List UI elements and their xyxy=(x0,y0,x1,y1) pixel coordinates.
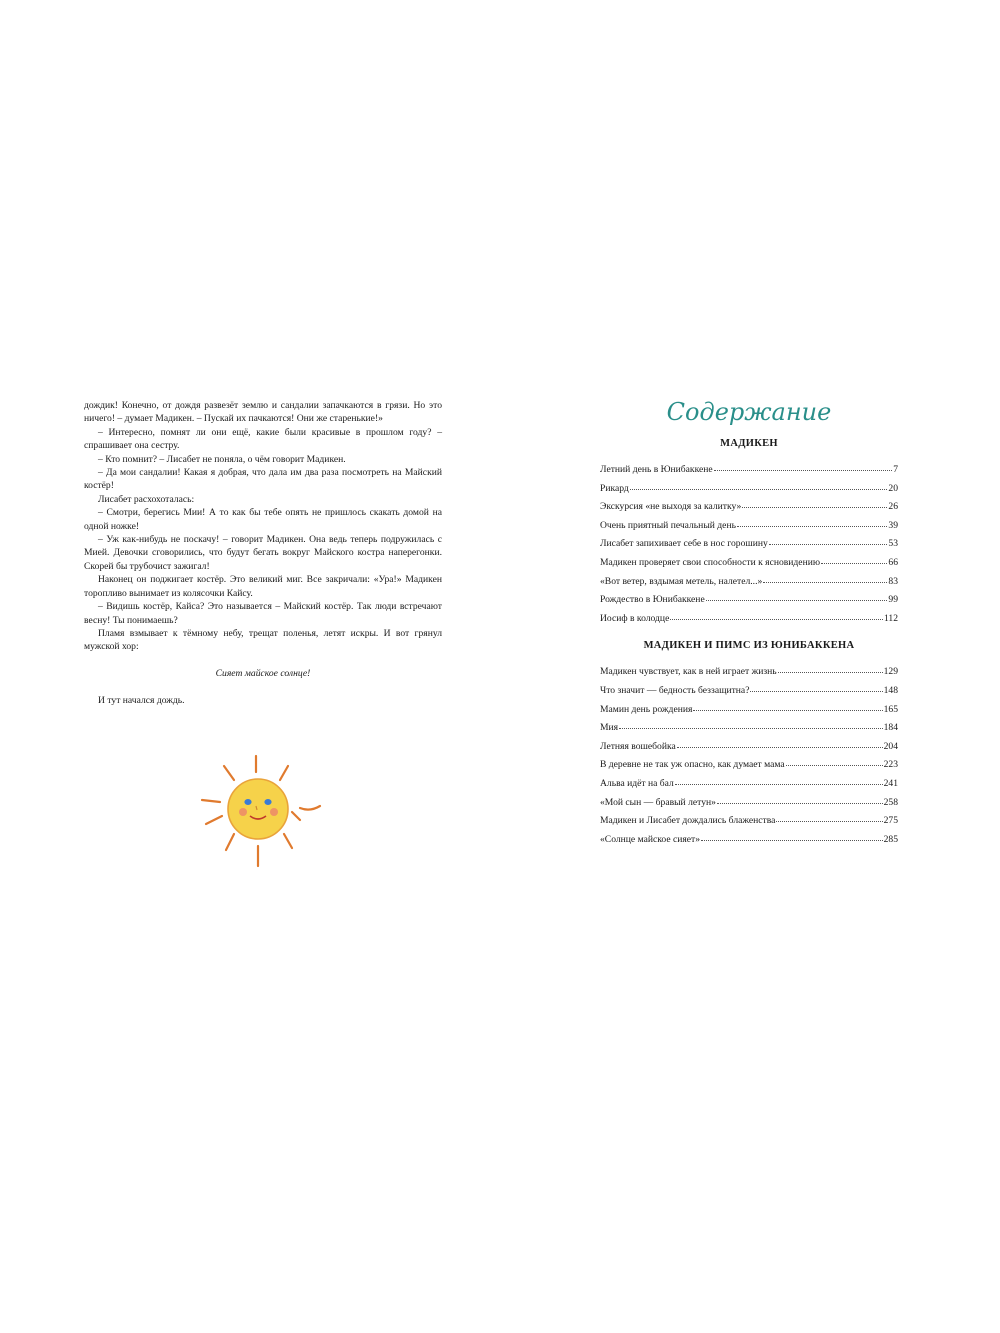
leader-dots xyxy=(670,607,883,620)
toc-entry-page: 148 xyxy=(883,684,898,696)
toc-entry-page: 39 xyxy=(888,519,898,531)
toc-entry-title: Мадикен и Лисабет дождались блаженства xyxy=(600,815,776,827)
toc-entry[interactable] xyxy=(600,571,898,590)
toc-entry-page: 165 xyxy=(883,703,898,715)
toc-entry-page: 20 xyxy=(888,482,898,494)
toc-entry[interactable] xyxy=(600,773,898,792)
toc-entry-title: В деревне не так уж опасно, как думает мама xyxy=(600,759,785,771)
toc-entry[interactable] xyxy=(600,496,898,515)
toc-entry[interactable] xyxy=(600,552,898,571)
toc-entry[interactable] xyxy=(600,478,898,497)
toc-entry-page: 26 xyxy=(888,501,898,513)
toc-entry-page: 53 xyxy=(888,538,898,550)
toc-entry-title: Рикард xyxy=(600,482,629,494)
paragraph: Наконец он поджигает костёр. Это великий миг. Все закричали: «Ура!» Мадикен торопливо вынимает из колясочки Кайсу. xyxy=(84,574,442,599)
toc-entry-title: Мия xyxy=(600,722,619,734)
toc-entry-page: 184 xyxy=(883,722,898,734)
left-page xyxy=(84,399,442,708)
toc-entry[interactable] xyxy=(600,608,898,627)
toc-entry-page: 204 xyxy=(883,740,898,752)
toc-entry-title: Рождество в Юнибаккене xyxy=(600,594,705,606)
toc-entry-title: Экскурсия «не выходя за калитку» xyxy=(600,501,742,513)
leader-dots xyxy=(714,458,893,471)
leader-dots xyxy=(737,514,887,527)
toc-entry[interactable] xyxy=(600,459,898,478)
leader-dots xyxy=(778,660,883,673)
toc-entry-title: Летняя вошебойка xyxy=(600,740,676,752)
toc-entry-page: 83 xyxy=(888,575,898,587)
verse-line: Сияет майское солнце! xyxy=(215,667,311,679)
toc-entry-page: 112 xyxy=(883,612,898,624)
paragraph: – Смотри, берегись Мии! А то как бы тебе опять не пришлось скакать домой на одной ножке! xyxy=(84,507,442,532)
leader-dots xyxy=(675,772,883,785)
toc-entry-title: Что значит — бедность беззащитна? xyxy=(600,684,750,696)
toc-entry[interactable] xyxy=(600,661,898,680)
toc-entry-page: 66 xyxy=(888,556,898,568)
leader-dots xyxy=(677,735,883,748)
toc-entry-title: Мадикен чувствует, как в ней играет жизнь xyxy=(600,666,777,678)
toc-entry[interactable] xyxy=(600,680,898,699)
leader-dots xyxy=(763,570,887,583)
toc-entry-title: «Солнце майское сияет» xyxy=(600,833,701,845)
leader-dots xyxy=(619,716,883,729)
toc-list xyxy=(600,459,898,626)
toc-entry[interactable] xyxy=(600,515,898,534)
toc-entry-title: Очень приятный печальный день xyxy=(600,519,736,531)
leader-dots xyxy=(821,551,887,564)
section-title: МАДИКЕН xyxy=(720,438,778,449)
toc-entry-page: 7 xyxy=(893,464,898,475)
toc-entry-title: «Вот ветер, вздымая метель, налетел...» xyxy=(600,575,763,587)
paragraph: – Видишь костёр, Кайса? Это называется – Майский костёр. Так люди встречают весну! Ты понимаешь? xyxy=(84,601,442,626)
paragraph: – Уж как-нибудь не поскачу! – говорит Мадикен. Она ведь теперь подружилась с Мией. Девочки сговорились, что будут бегать вокруг Майского костра наперегонки. Скорей бы трубочист зажигал! xyxy=(84,534,442,572)
section-title: МАДИКЕН И ПИМС ИЗ ЮНИБАККЕНА xyxy=(643,640,855,652)
toc-entry-title: «Мой сын — бравый летун» xyxy=(600,796,716,808)
leader-dots xyxy=(630,477,888,490)
sun-drawing-icon xyxy=(196,752,326,872)
paragraph: – Интересно, помнят ли они ещё, какие были красивые в прошлом году? – спрашивает она сестру. xyxy=(84,426,442,452)
paragraph: Пламя взмывает к тёмному небу, трещат поленья, летят искры. И вот грянул мужской хор: xyxy=(84,627,442,653)
leader-dots xyxy=(750,679,882,692)
leader-dots xyxy=(693,698,882,711)
contents-heading-text: Содержание xyxy=(666,398,832,426)
paragraph: Лисабет расхохоталась: xyxy=(98,493,195,505)
toc-entry[interactable] xyxy=(600,717,898,736)
toc-entry-title: Иосиф в колодце xyxy=(600,612,670,624)
toc-entry-page: 285 xyxy=(883,833,898,845)
leader-dots xyxy=(776,809,882,822)
toc-entry[interactable] xyxy=(600,792,898,811)
toc-entry[interactable] xyxy=(600,699,898,718)
paragraph: – Кто помнит? – Лисабет не поняла, о чём говорит Мадикен. xyxy=(98,453,346,465)
paragraph: дождик! Конечно, от дождя развезёт землю и сандалии запачкаются в грязи. Но это ничего! – думает Мадикен. – Пускай их пачкаются! Они же старенькие!» xyxy=(84,400,442,425)
toc-entry-page: 241 xyxy=(883,777,898,789)
toc-entry[interactable] xyxy=(600,829,898,848)
toc-entry-title: Мамин день рождения xyxy=(600,703,693,715)
contents-heading xyxy=(666,392,832,432)
toc-entry[interactable] xyxy=(600,589,898,608)
paragraph: – Да мои сандалии! Какая я добрая, что дала им два раза посмотреть на Майский костёр! xyxy=(84,467,442,492)
final-paragraph: И тут начался дождь. xyxy=(98,695,185,707)
toc-entry-page: 223 xyxy=(883,759,898,771)
toc-entry-page: 129 xyxy=(883,666,898,678)
leader-dots xyxy=(701,828,883,841)
toc-entry[interactable] xyxy=(600,533,898,552)
toc-entry-page: 275 xyxy=(883,815,898,827)
toc-entry-title: Альва идёт на бал xyxy=(600,777,674,789)
toc-section-2 xyxy=(600,640,898,847)
toc-entry-page: 258 xyxy=(883,796,898,808)
toc-entry[interactable] xyxy=(600,754,898,773)
toc-entry-title: Лисабет запихивает себе в нос горошину xyxy=(600,538,768,550)
leader-dots xyxy=(742,495,887,508)
leader-dots xyxy=(786,753,883,766)
toc-entry-title: Летний день в Юнибаккене xyxy=(600,464,713,475)
leader-dots xyxy=(717,791,883,804)
right-page xyxy=(600,392,898,847)
toc-list xyxy=(600,661,898,847)
leader-dots xyxy=(769,532,888,545)
toc-entry-title: Мадикен проверяет свои способности к ясновидению xyxy=(600,556,821,568)
toc-section-1 xyxy=(600,438,898,626)
toc-entry[interactable] xyxy=(600,736,898,755)
toc-entry-page: 99 xyxy=(888,594,898,606)
toc-entry[interactable] xyxy=(600,810,898,829)
leader-dots xyxy=(706,588,888,601)
